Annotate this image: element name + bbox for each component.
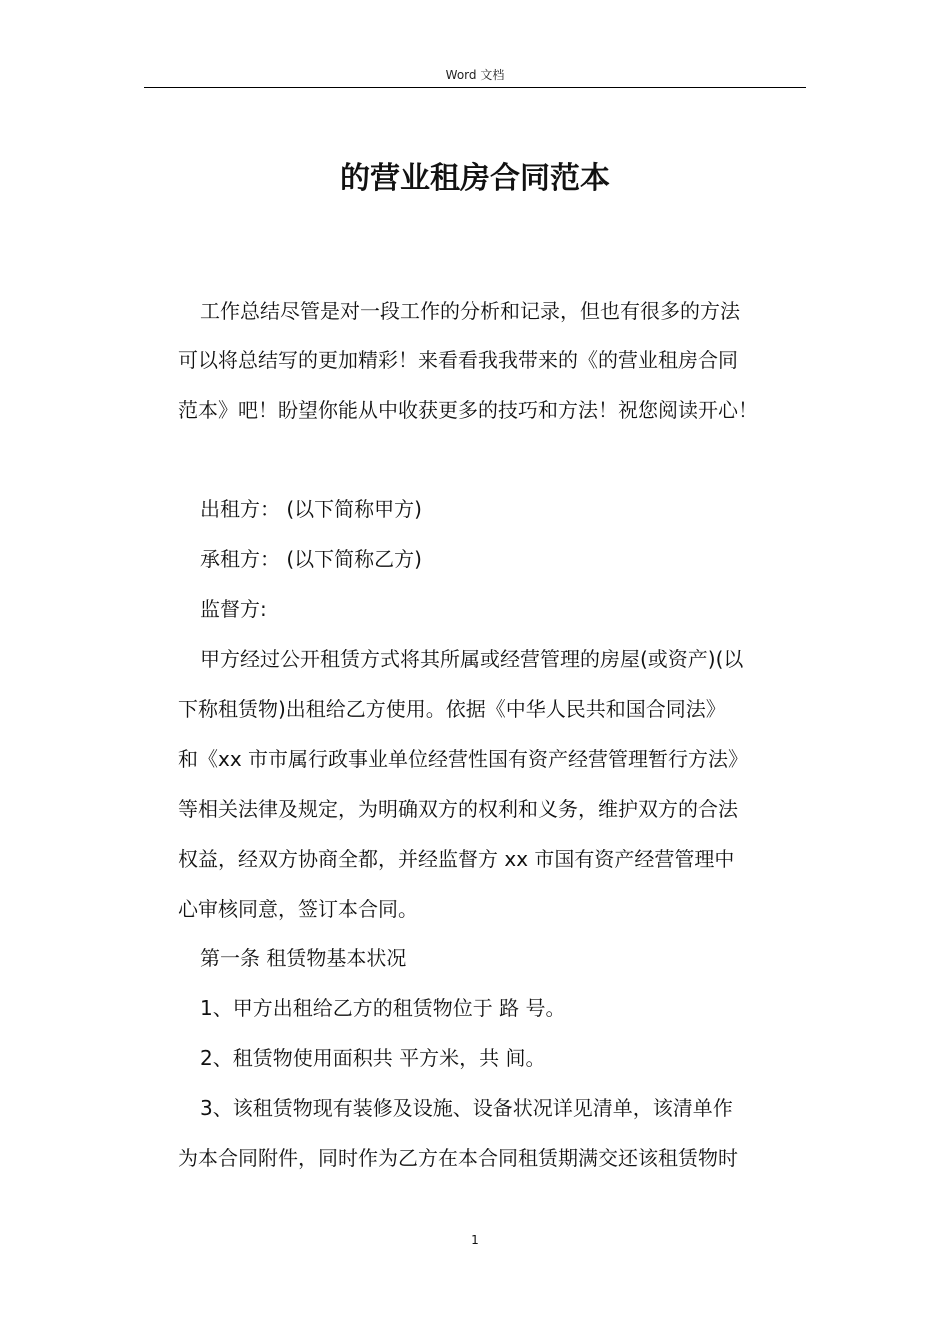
body-line: 心审核同意，签订本合同。: [178, 897, 418, 921]
body-line: 范本》吧！盼望你能从中收获更多的技巧和方法！祝您阅读开心！: [178, 398, 758, 422]
body-line: 2、租赁物使用面积共 平方米，共 间。: [200, 1046, 546, 1070]
page-number: 1: [471, 1233, 479, 1247]
body-line: 等相关法律及规定，为明确双方的权利和义务，维护双方的合法: [178, 797, 738, 821]
body-line: 1、甲方出租给乙方的租赁物位于 路 号。: [200, 996, 566, 1020]
body-line: 出租方： (以下简称甲方): [200, 497, 422, 521]
body-line: 为本合同附件，同时作为乙方在本合同租赁期满交还该租赁物时: [178, 1146, 738, 1170]
body-line: 下称租赁物)出租给乙方使用。依据《中华人民共和国合同法》: [178, 697, 726, 721]
document-title: 的营业租房合同范本: [340, 161, 610, 196]
header-divider: [144, 87, 806, 88]
body-line: 甲方经过公开租赁方式将其所属或经营管理的房屋(或资产)(以: [200, 647, 744, 671]
body-line: 承租方： (以下简称乙方): [200, 547, 422, 571]
body-line: 可以将总结写的更加精彩！来看看我我带来的《的营业租房合同: [178, 348, 738, 372]
body-line: 工作总结尽管是对一段工作的分析和记录，但也有很多的方法: [200, 299, 740, 323]
body-line: 和《xx 市市属行政事业单位经营性国有资产经营管理暂行方法》: [178, 747, 749, 771]
header-label: Word 文档: [445, 68, 505, 82]
section-heading: 第一条 租赁物基本状况: [200, 946, 407, 970]
body-line: 3、该租赁物现有装修及设施、设备状况详见清单，该清单作: [200, 1096, 733, 1120]
body-line: 权益，经双方协商全都，并经监督方 xx 市国有资产经营管理中: [178, 847, 735, 871]
body-line: 监督方:: [200, 597, 267, 621]
